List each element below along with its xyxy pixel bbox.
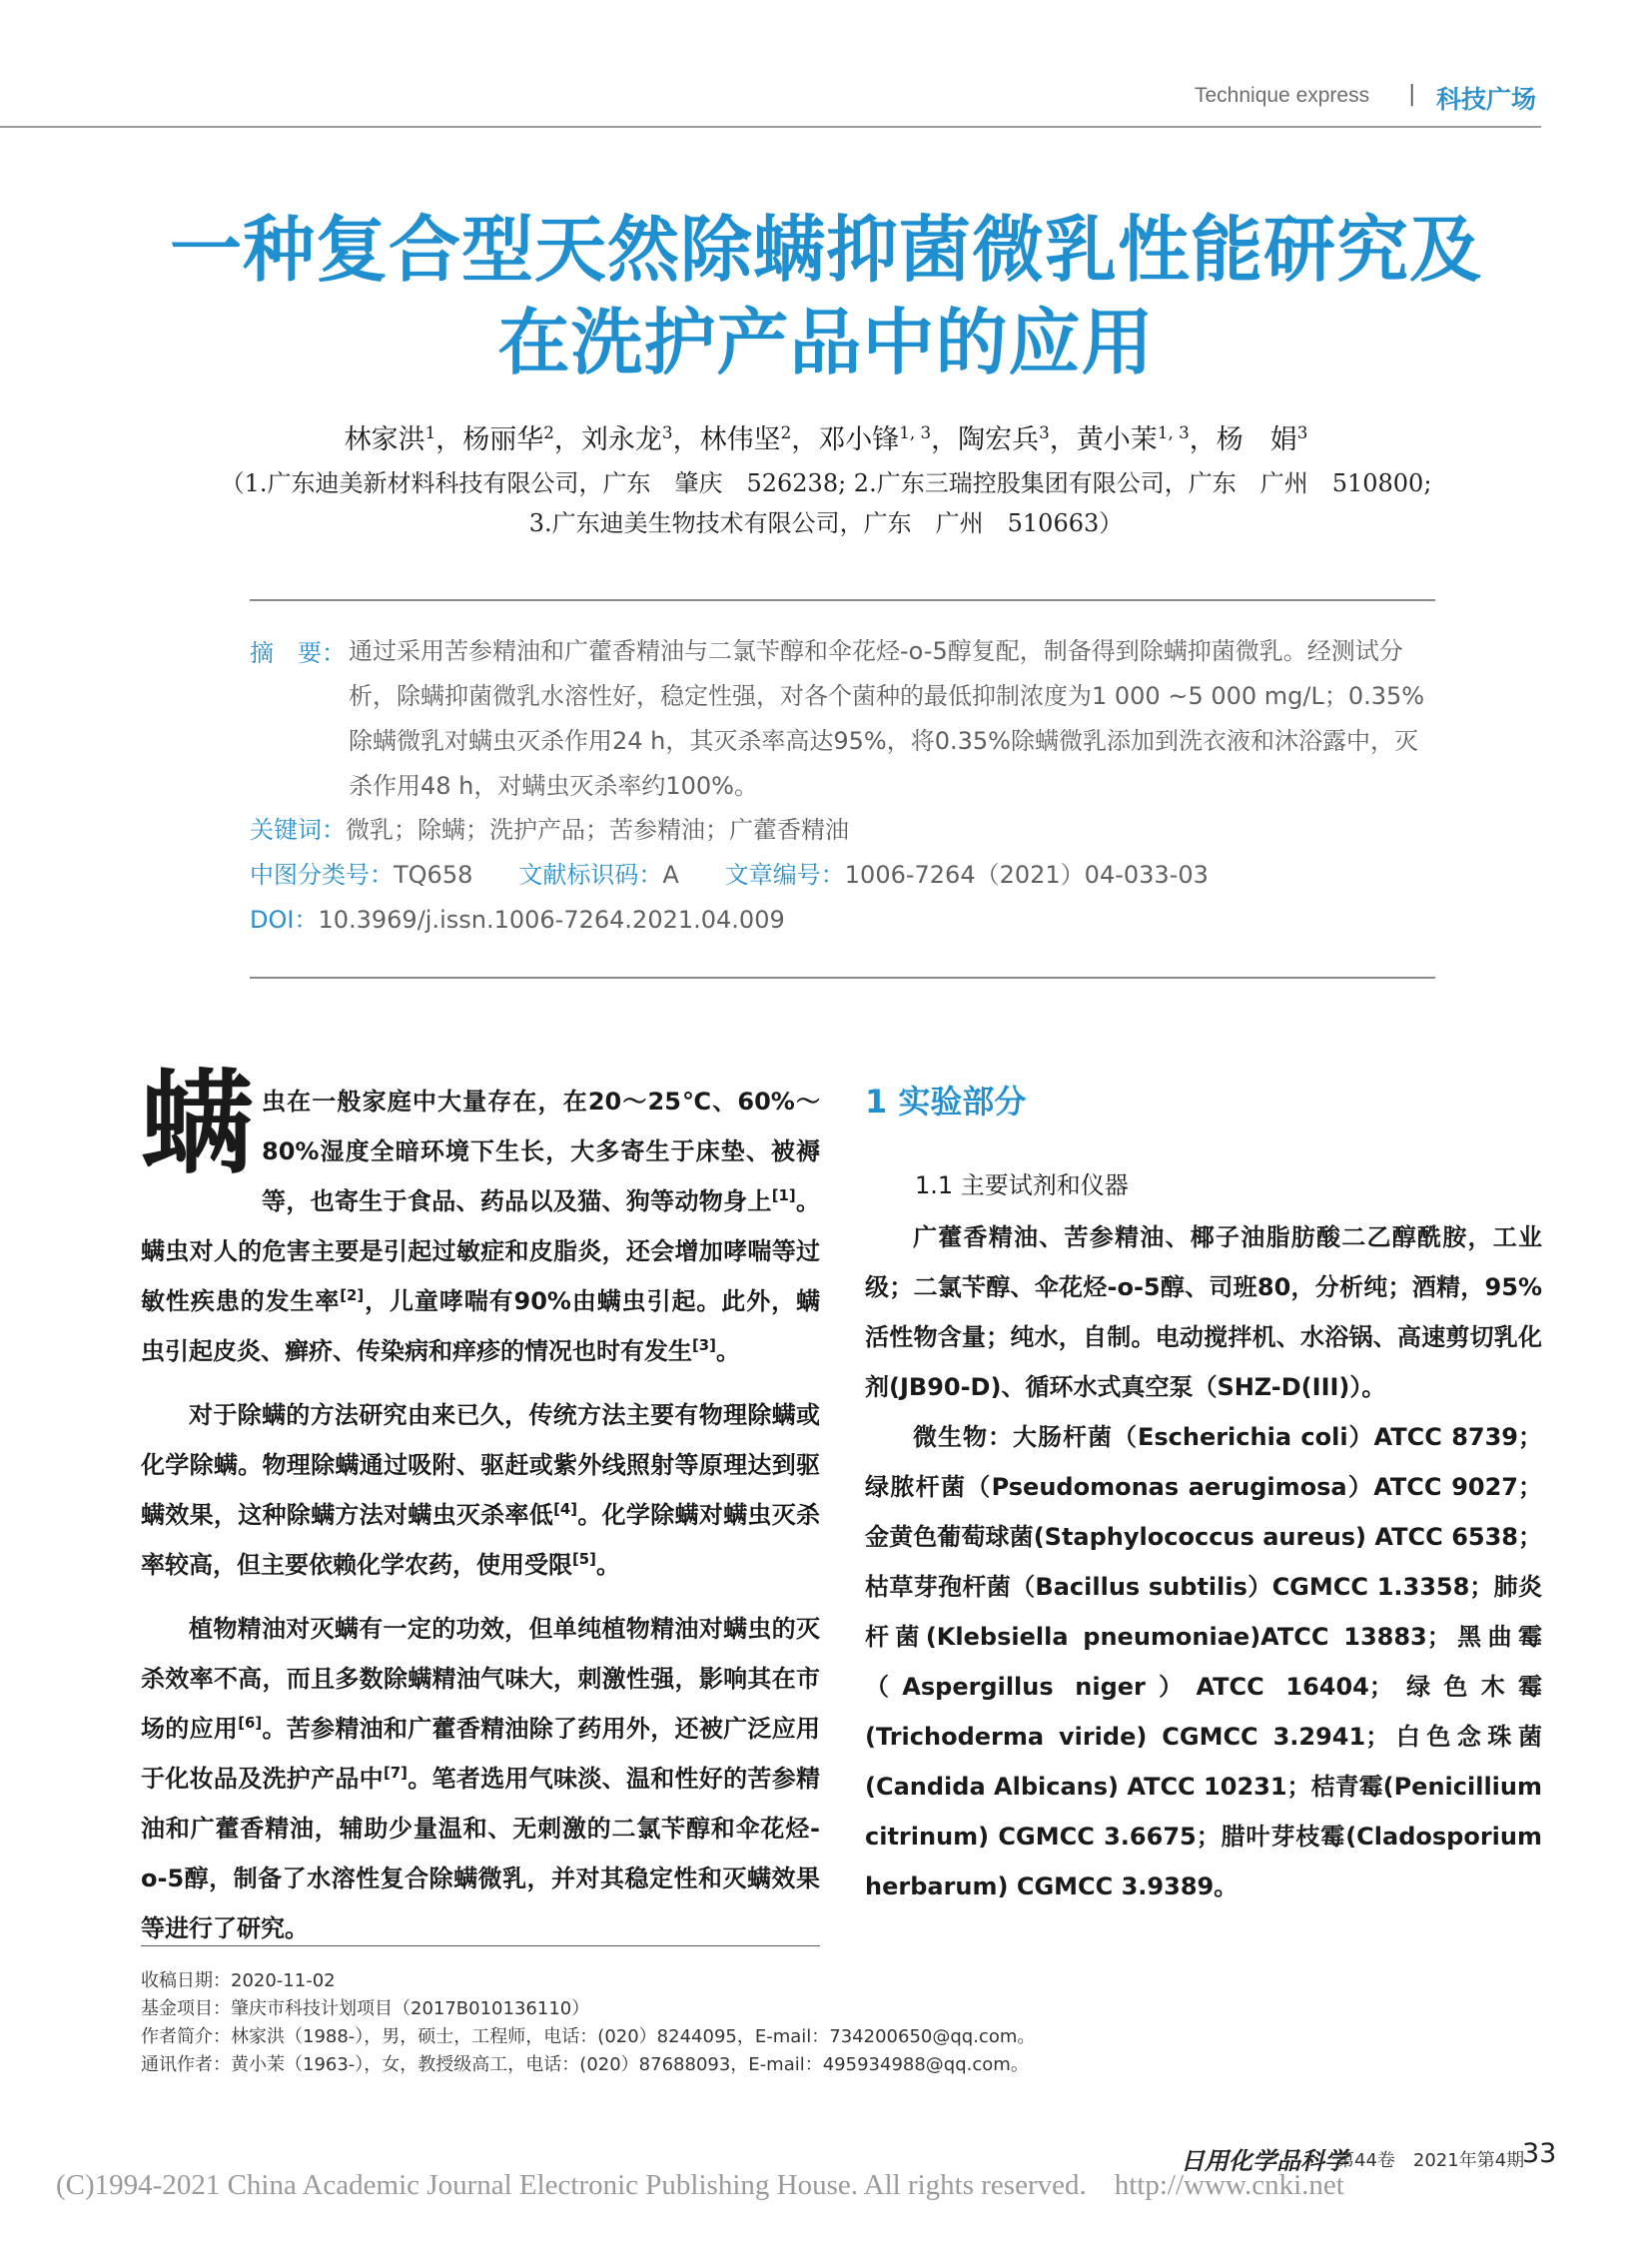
copyright-line — [56, 2169, 1344, 2202]
intro-p3-text-b: 。苦参精油和广藿香精油除了药用外，还被广泛应用于化妆品及洗护产品中 — [141, 1715, 821, 1793]
author-affiliation-mark: 1, 3 — [899, 422, 932, 442]
author-name: 邓小锋 — [818, 424, 900, 455]
author-name: 林伟坚 — [699, 424, 781, 455]
doi-row — [250, 900, 785, 935]
header-section-cn: 科技广场 — [1436, 85, 1537, 114]
author-affiliation-mark: 3 — [1296, 422, 1308, 442]
classification-row — [250, 855, 1209, 890]
doc-code-label: 文献标识码： — [518, 861, 663, 889]
abstract-text: 通过采用苦参精油和广藿香精油与二氯苄醇和伞花烃-o-5醇复配，制备得到除螨抑菌微乳。经测试分析，除螨抑菌微乳水溶性好，稳定性强，对各个菌种的最低抑制浓度为1 000 ~5 000 mg/L；0.35%除螨微乳对螨虫灭杀作用24 h，其灭杀率高达95%，将0.35%除螨微乳添加到洗衣液和沐浴露中，灭杀作用48 h，对螨虫灭杀率约100%。 — [349, 637, 1425, 800]
clc-label: 中图分类号： — [250, 861, 394, 889]
subsection-heading: 1.1 主要试剂和仪器 — [915, 1171, 1129, 1199]
author-name: 陶宏兵 — [958, 424, 1040, 455]
author-name: 杨 娟 — [1216, 424, 1297, 455]
copyright-text: (C)1994-2021 China Academic Journal Electronic Publishing House. All rights reserved. — [56, 2169, 1087, 2201]
author-affiliation-mark: 2 — [780, 422, 792, 442]
citation-4: [4] — [553, 1500, 578, 1518]
microbes-paragraph: 微生物：大肠杆菌（Escherichia coli）ATCC 8739；绿脓杆菌（Pseudomonas aerugimosa）ATCC 9027；金黄色葡萄球菌(Staphylococcus aureus) ATCC 6538；枯草芽孢杆菌（Bacillus subtilis）CGMCC 1.3358；肺炎杆菌(Klebsiella pneumoniae)ATCC 13883；黑曲霉（Aspergillus niger）ATCC 16404；绿色木霉(Trichoderma viride) CGMCC 3.2941；白色念珠菌(Candida Albicans) ATCC 10231；桔青霉(Penicillium citrinum) CGMCC 3.6675；腊叶芽枝霉(Cladosporium herbarum) CGMCC 3.9389。 — [865, 1423, 1542, 1900]
author-list: 林家洪$^1$，杨丽华$^2$，刘永龙$^3$，林伟坚$^2$，邓小锋$^{1, 3}$，陶宏兵$^3$，黄小茉$^{1, 3}$，杨 娟$^3$ — [344, 422, 1308, 455]
citation-3: [3] — [692, 1336, 716, 1354]
author-name: 杨丽华 — [462, 424, 544, 455]
intro-p3-text-a: 植物精油对灭螨有一定的功效，但单纯植物精油对螨虫的灭杀效率不高，而且多数除螨精油气味大，刺激性强，影响其在市场的应用 — [141, 1615, 820, 1743]
intro-p2-text-a: 对于除螨的方法研究由来已久，传统方法主要有物理除螨或化学除螨。物理除螨通过吸附、驱赶或紫外线照射等原理达到驱螨效果，这种除螨方法对螨虫灭杀率低 — [141, 1401, 820, 1529]
paper-title-line-2: 在洗护产品中的应用 — [497, 301, 1155, 384]
intro-p1-text-b: 。螨虫对人的危害主要是引起过敏症和皮脂炎，还会增加哮喘等过敏性疾患的发生率 — [141, 1187, 821, 1315]
author-affiliation-mark: 3 — [1039, 422, 1050, 442]
footnotes — [141, 1967, 1035, 2079]
author-affiliation-mark: 1, 3 — [1157, 422, 1190, 442]
author-name: 刘永龙 — [580, 424, 662, 455]
intro-p1-text-d: 。 — [715, 1337, 740, 1365]
intro-paragraph-1 — [141, 1060, 821, 1376]
page-number: 33 — [1522, 2138, 1557, 2169]
citation-6: [6] — [238, 1714, 263, 1732]
intro-p1-text-c: ，儿童哮喘有90%由螨虫引起。此外，螨虫引起皮炎、癣疥、传染病和痒疹的情况也时有发生 — [141, 1287, 820, 1365]
keywords-row — [250, 810, 849, 845]
right-column — [865, 1077, 1542, 1911]
citation-1: [1] — [771, 1186, 796, 1204]
intro-paragraph-3 — [141, 1604, 820, 1953]
header-section-en: Technique express — [1195, 84, 1370, 107]
affiliations-line-1: （1.广东迪美新材料科技有限公司，广东 肇庆 526238; 2.广东三瑞控股集团有限公司，广东 广州 510800; — [220, 469, 1432, 497]
affiliations-line-2: 3.广东迪美生物技术有限公司，广东 广州 510663） — [528, 509, 1124, 537]
drop-cap: 螨 — [141, 1060, 253, 1189]
author-name: 黄小茉 — [1076, 424, 1158, 455]
clc-value: TQ658 — [394, 861, 473, 889]
cnki-url[interactable]: http://www.cnki.net — [1114, 2169, 1344, 2201]
citation-2: [2] — [340, 1286, 365, 1304]
author-affiliation-mark: 3 — [661, 422, 673, 442]
article-no-value: 1006-7264（2021）04-033-03 — [844, 861, 1209, 889]
author-name: 林家洪 — [344, 424, 425, 455]
paper-title-line-1: 一种复合型天然除螨抑菌微乳性能研究及 — [169, 208, 1482, 292]
doc-code-value: A — [662, 861, 679, 889]
footnote-received: 收稿日期：2020-11-02 — [141, 1970, 336, 1991]
keywords-value: 微乳；除螨；洗护产品；苦参精油；广藿香精油 — [346, 816, 849, 844]
intro-paragraph-2 — [141, 1390, 820, 1590]
section-heading: 1 实验部分 — [865, 1083, 1027, 1120]
header-separator: | — [1408, 82, 1416, 107]
header-rule — [0, 126, 1541, 128]
doi-label: DOI： — [250, 906, 319, 934]
doi-value: 10.3969/j.issn.1006-7264.2021.04.009 — [318, 906, 785, 934]
journal-logo: 日用化学品科学 — [1181, 2146, 1348, 2175]
author-affiliation-mark: 2 — [543, 422, 554, 442]
author-affiliation-mark: 1 — [424, 422, 436, 442]
citation-5: [5] — [572, 1550, 596, 1568]
reagents-paragraph: 广藿香精油、苦参精油、椰子油脂肪酸二乙醇酰胺，工业级；二氯苄醇、伞花烃-o-5醇、司班80，分析纯；酒精，95%活性物含量；纯水，自制。电动搅拌机、水浴锅、高速剪切乳化剂(JB90-D)、循环水式真空泵（SHZ-D(III)）。 — [865, 1223, 1542, 1401]
article-no-label: 文章编号： — [724, 861, 845, 889]
footnote-fund: 基金项目：肇庆市科技计划项目（2017B010136110） — [141, 1998, 590, 2019]
abstract-label: 摘 要： — [250, 639, 346, 667]
abstract-top-rule — [250, 599, 1435, 601]
intro-p2-text-c: 。 — [595, 1551, 620, 1579]
intro-p3-text-c: 。笔者选用气味淡、温和性好的苦参精油和广藿香精油，辅助少量温和、无刺激的二氯苄醇和伞花烃-o-5醇，制备了水溶性复合除螨微乳，并对其稳定性和灭螨效果等进行了研究。 — [141, 1765, 821, 1942]
keywords-label: 关键词： — [250, 816, 346, 844]
left-column — [141, 1060, 821, 1953]
footnote-corresponding: 通讯作者：黄小茉（1963-），女，教授级高工，电话：(020）87688093，E-mail：495934988@qq.com。 — [141, 2054, 1029, 2075]
footnote-rule — [141, 1945, 820, 1946]
journal-issue: 第44卷 2021年第4期 — [1336, 2150, 1525, 2171]
abstract-bottom-rule — [250, 977, 1435, 979]
citation-7: [7] — [383, 1764, 408, 1782]
footnote-author-bio: 作者简介：林家洪（1988-），男，硕士，工程师，电话：(020）8244095，E-mail：734200650@qq.com。 — [141, 2026, 1036, 2047]
intro-p1-text-a: 虫在一般家庭中大量存在，在20～25℃、60%～80%湿度全暗环境下生长，大多寄生于床垫、被褥等，也寄生于食品、药品以及猫、狗等动物身上 — [262, 1088, 820, 1215]
intro-p2-text-b: 。化学除螨对螨虫灭杀率较高，但主要依赖化学农药，使用受限 — [141, 1501, 821, 1579]
